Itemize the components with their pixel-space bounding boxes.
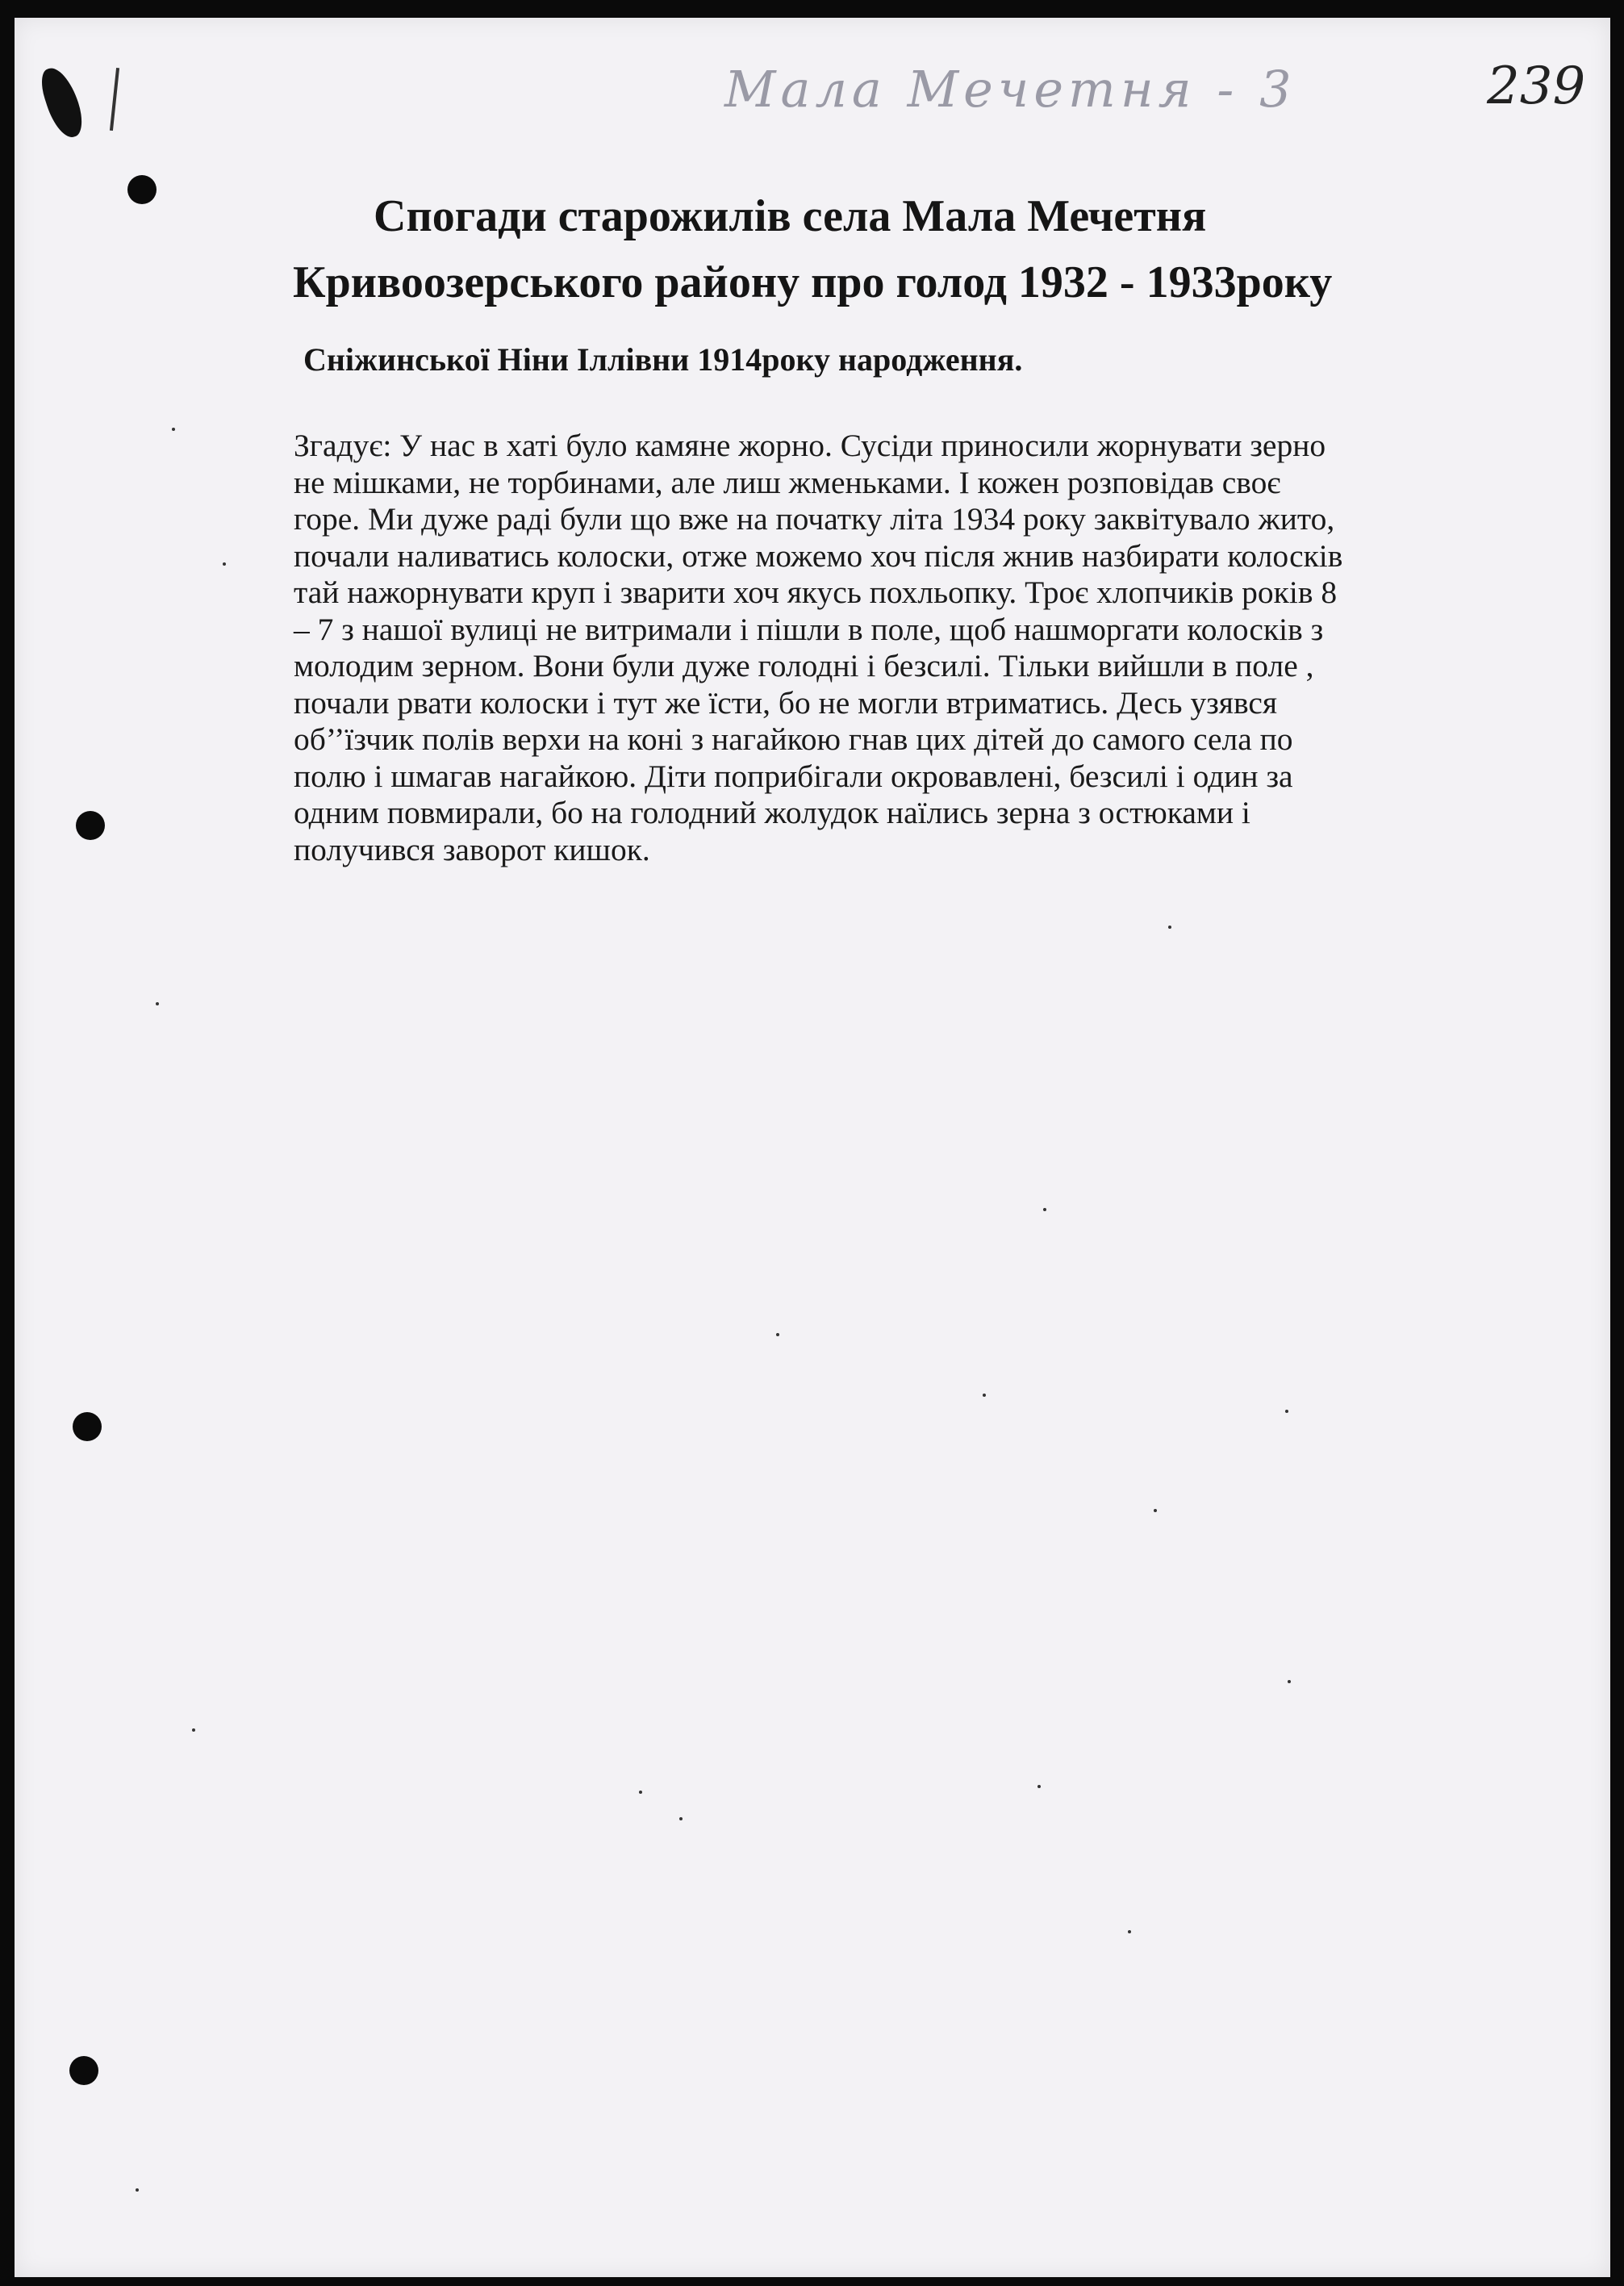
document-page [15,18,1610,2277]
title-line-1: Спогади старожилів села Мала Мечетня [374,191,1207,241]
subtitle: Сніжинської Ніни Іллівни 1914року народження. [303,341,1023,378]
body-line: тай нажорнувати круп і зварити хоч якусь похльопку. Троє хлопчиків років 8 [294,575,1338,610]
body-line: почали наливатись колоски, отже можемо хоч після жнив назбирати колосків [294,537,1343,574]
paper-speck [639,1791,642,1794]
body-line: полю і шмагав нагайкою. Діти поприбігали окровавлені, безсилі і один за [294,758,1293,794]
ink-blot [36,63,88,141]
paper-speck [136,2188,139,2192]
pen-stroke [110,68,119,131]
paper-speck [776,1333,779,1336]
paper-speck [1128,1930,1131,1933]
paper-speck [1154,1509,1157,1512]
paper-speck [1043,1208,1046,1211]
paper-speck [156,1002,159,1005]
body-line: – 7 з нашої вулиці не витримали і пішли в поле, щоб нашморгати колосків з [294,611,1324,647]
body-line: почали рвати колоски і тут же їсти, бо не могли втриматись. Десь узявся [294,684,1278,721]
paper-speck [1288,1680,1291,1683]
paper-speck [192,1728,195,1732]
handwritten-note: Мала Мечетня - 3 [724,60,1296,119]
body-line: получився заворот кишок. [294,831,650,867]
page-number: 239 [1487,56,1586,116]
punch-hole [76,811,105,840]
body-line: не мішками, не торбинами, але лиш жменьками. І кожен розповідав своє [294,464,1281,500]
paper-speck [1285,1410,1288,1413]
paper-speck [983,1394,986,1397]
page-title [293,183,1467,316]
paper-speck [679,1817,683,1820]
body-line: молодим зерном. Вони були дуже голодні і безсилі. Тільки вийшли в поле , [294,648,1314,683]
punch-hole [69,2056,98,2085]
body-line: об’’їзчик полів верхи на коні з нагайкою гнав цих дітей до самого села по [294,721,1293,757]
title-line-2: Кривоозерського району про голод 1932 - 1933року [293,257,1333,307]
paper-speck [1168,926,1171,929]
body-line: горе. Ми дуже раді були що вже на початку літа 1934 року заквітувало жито, [294,501,1335,537]
body-text [294,428,1552,868]
punch-hole [127,175,157,204]
body-line: Згадує: У нас в хаті було камяне жорно. Сусіди приносили жорнувати зерно [294,428,1326,463]
punch-hole [73,1412,102,1441]
paper-speck [172,428,175,431]
paper-speck [1037,1785,1041,1788]
body-line: одним повмирали, бо на голодний жолудок наїлись зерна з остюками і [294,795,1250,830]
paper-speck [223,562,226,566]
